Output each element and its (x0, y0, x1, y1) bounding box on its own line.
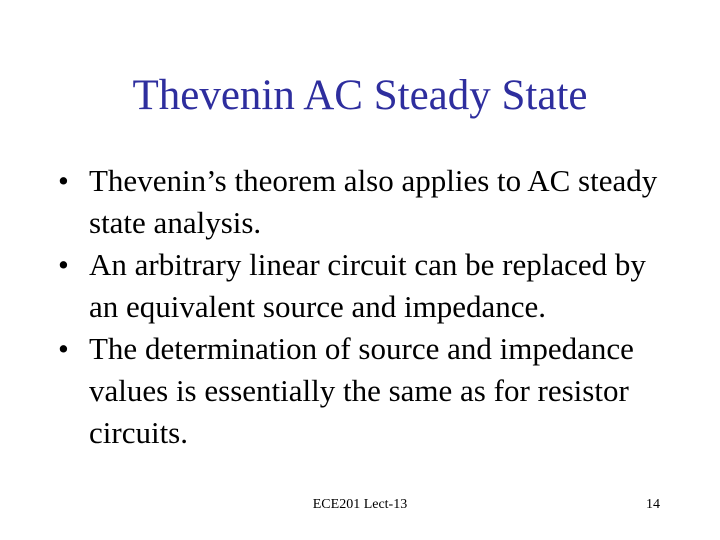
bullet-text: An arbitrary linear circuit can be replaced by an equivalent source and impedance. (89, 247, 646, 324)
bullet-text: Thevenin’s theorem also applies to AC steady state analysis. (89, 163, 658, 240)
bullet-icon: • (58, 163, 69, 198)
bullet-text: The determination of source and impedance values is essentially the same as for resistor circuits. (89, 331, 634, 450)
bullet-item (58, 244, 678, 328)
bullet-icon: • (58, 331, 69, 366)
bullet-list (58, 160, 678, 454)
footer-label: ECE201 Lect-13 (312, 497, 408, 512)
page-number: 14 (646, 497, 660, 512)
bullet-item (58, 160, 678, 244)
slide-title: Thevenin AC Steady State (132, 72, 588, 119)
bullet-item (58, 328, 678, 454)
bullet-icon: • (58, 247, 69, 282)
